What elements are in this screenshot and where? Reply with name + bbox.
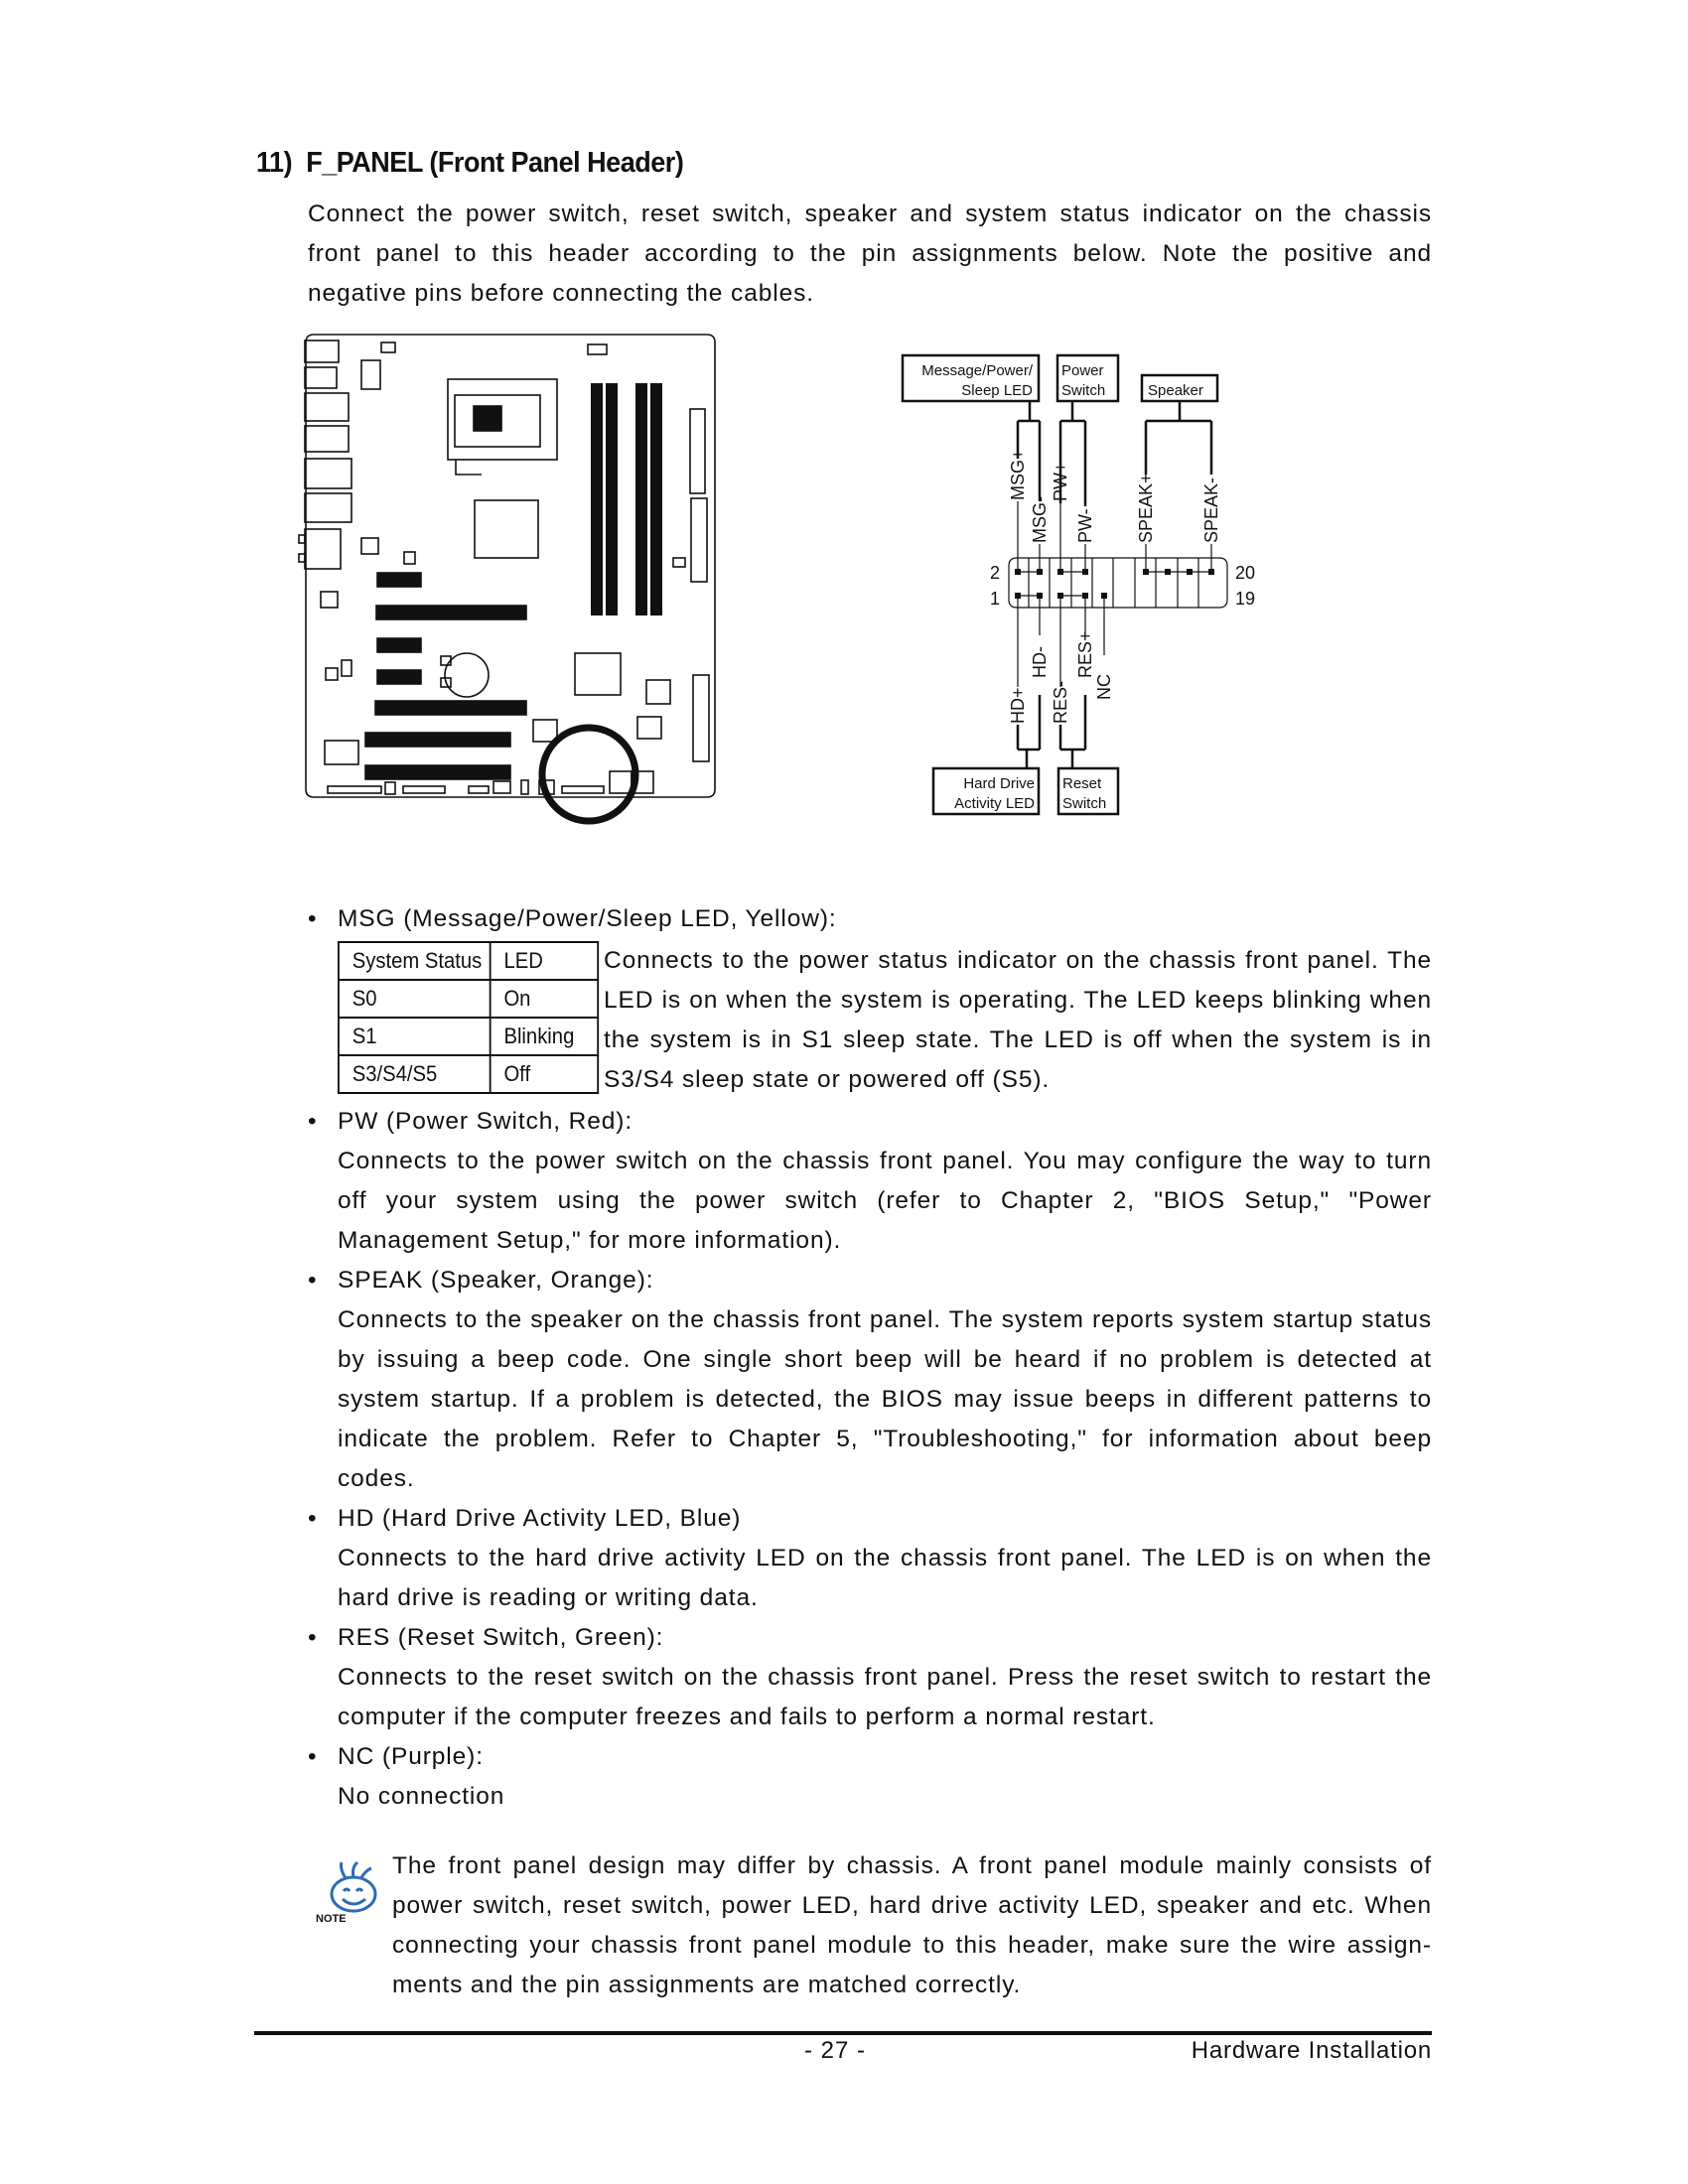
pin-number-1: 1 xyxy=(990,589,1001,609)
pin-descriptions-list xyxy=(298,899,1432,1817)
pw-title: PW (Power Switch, Red): xyxy=(338,1108,633,1135)
nc-description: No connection xyxy=(338,1783,505,1810)
power-switch-box-label-2: Switch xyxy=(1061,382,1106,399)
table-cell: S0 xyxy=(339,980,491,1018)
list-item-msg xyxy=(298,899,1432,1100)
list-item-speak xyxy=(298,1261,1432,1499)
list-item-hd xyxy=(298,1499,1432,1618)
reset-switch-box-label-1: Reset xyxy=(1062,775,1102,792)
pin-label-res-plus: RES+ xyxy=(1075,630,1095,678)
msg-description: Connects to the power status indicator on the chassis front panel. The LED is on when the system is operating. The LED keeps blinking when the system is in S1 sleep state. The LED is off when the system is in S3/S4 sleep state or powered off (S5). xyxy=(604,947,1432,1093)
pin-label-hd-minus: HD- xyxy=(1030,646,1050,678)
list-item-nc xyxy=(298,1737,1432,1817)
table-cell: Blinking xyxy=(491,1018,599,1055)
table-row xyxy=(339,980,598,1018)
bullet-dot: • xyxy=(308,1743,318,1770)
f-panel-pin-diagram xyxy=(874,338,1291,824)
pin-number-20: 20 xyxy=(1235,563,1256,583)
footer-chapter-title: Hardware Installation xyxy=(1191,2037,1432,2064)
pin-number-2: 2 xyxy=(990,563,1001,583)
hdd-led-box-label-1: Hard Drive xyxy=(963,775,1035,792)
pw-description: Connects to the power switch on the chassis front panel. You may configure the way to turn off your system using the power switch (refer to Chapter 2, "BIOS Setup," "Power Management Setup," for more information). xyxy=(338,1148,1432,1254)
note-text: The front panel design may differ by chassis. A front panel module mainly consists of power switch, reset switch, power LED, hard drive activity LED, speaker and etc. When connecting your chassis front panel module to this header, make sure the wire assign-ments and the pin assignments are matched correctly. xyxy=(392,1852,1432,1998)
section-number: 11) xyxy=(256,147,293,179)
pin-label-msg-plus: MSG+ xyxy=(1008,449,1028,500)
table-cell: On xyxy=(491,980,599,1018)
note-icon xyxy=(314,1858,381,1926)
section-heading xyxy=(256,147,683,180)
page-number: - 27 - xyxy=(804,2037,867,2064)
pin-label-speak-minus: SPEAK- xyxy=(1201,477,1221,543)
hdd-led-box-label-2: Activity LED xyxy=(954,795,1035,812)
pin-label-nc: NC xyxy=(1094,674,1114,700)
table-cell: S3/S4/S5 xyxy=(339,1055,491,1093)
pin-label-res-minus: RES- xyxy=(1051,680,1070,724)
hd-description: Connects to the hard drive activity LED on the chassis front panel. The LED is on when the hard drive is reading or writing data. xyxy=(338,1545,1432,1611)
table-row xyxy=(339,1018,598,1055)
bullet-dot: • xyxy=(308,1267,318,1294)
pin-number-19: 19 xyxy=(1235,589,1256,609)
bullet-dot: • xyxy=(308,1505,318,1532)
pin-label-hd-plus: HD+ xyxy=(1008,687,1028,724)
f-panel-location-circle xyxy=(542,728,635,821)
table-header-row xyxy=(339,942,598,980)
system-status-table xyxy=(338,941,599,1094)
pin-label-speak-plus: SPEAK+ xyxy=(1136,473,1156,543)
power-switch-box-label-1: Power xyxy=(1061,362,1104,379)
speak-title: SPEAK (Speaker, Orange): xyxy=(338,1267,654,1294)
note-icon-label: NOTE xyxy=(316,1913,347,1925)
section-title: F_PANEL (Front Panel Header) xyxy=(306,147,684,179)
table-cell: Off xyxy=(491,1055,599,1093)
list-item-res xyxy=(298,1618,1432,1737)
table-row xyxy=(339,1055,598,1093)
motherboard-layout-figure xyxy=(294,328,731,893)
res-title: RES (Reset Switch, Green): xyxy=(338,1624,664,1651)
pin-label-pw-plus: PW+ xyxy=(1051,462,1070,501)
speak-description: Connects to the speaker on the chassis front panel. The system reports system startup status by issuing a beep code. One single short beep will be heard if no problem is detected at system startup. If a problem is detected, the BIOS may issue beeps in different patterns to indicate the problem. Refer to Chapter 5, "Troubleshooting," for information about beep codes. xyxy=(338,1306,1432,1492)
intro-paragraph: Connect the power switch, reset switch, speaker and system status indicator on the chassis front panel to this header according to the pin assignments below. Note the positive and negative pins before connecting the cables. xyxy=(308,201,1432,307)
list-item-pw xyxy=(298,1102,1432,1261)
nc-title: NC (Purple): xyxy=(338,1743,484,1770)
hd-title: HD (Hard Drive Activity LED, Blue) xyxy=(338,1505,742,1532)
res-description: Connects to the reset switch on the chassis front panel. Press the reset switch to restart the computer if the computer freezes and fails to perform a normal restart. xyxy=(338,1664,1432,1730)
bullet-dot: • xyxy=(308,1108,318,1135)
msg-title: MSG (Message/Power/Sleep LED, Yellow): xyxy=(338,905,837,932)
bullet-dot: • xyxy=(308,905,318,932)
pin-label-msg-minus: MSG- xyxy=(1030,496,1050,543)
bullet-dot: • xyxy=(308,1624,318,1651)
pin-label-pw-minus: PW- xyxy=(1075,508,1095,543)
footer-rule xyxy=(254,2031,1432,2035)
table-header-cell: LED xyxy=(491,942,599,980)
speaker-box-label: Speaker xyxy=(1148,382,1203,399)
reset-switch-box-label-2: Switch xyxy=(1062,795,1107,812)
msg-led-box-label-1: Message/Power/ xyxy=(921,362,1033,379)
table-cell: S1 xyxy=(339,1018,491,1055)
table-header-cell: System Status xyxy=(339,942,491,980)
msg-led-box-label-2: Sleep LED xyxy=(961,382,1033,399)
